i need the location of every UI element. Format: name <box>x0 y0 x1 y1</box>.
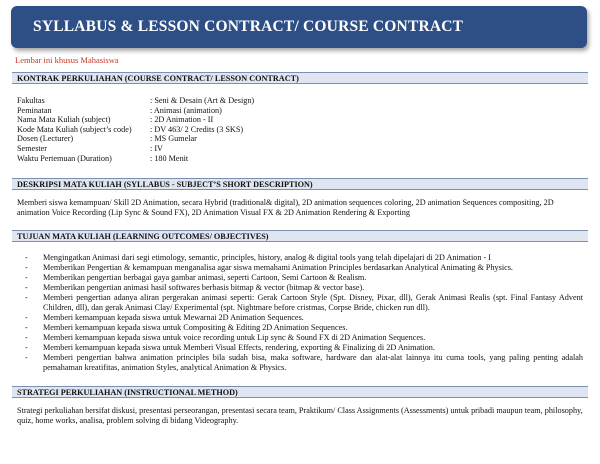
detail-label: Nama Mata Kuliah (subject) <box>17 115 111 125</box>
detail-row <box>17 115 254 125</box>
detail-label: Dosen (Lecturer) <box>17 134 74 144</box>
list-item: - Memberi kemampuan kepada siswa untuk Memberi Visual Effects, rendering, exporting & Finalizing di 2D Animation. <box>17 343 583 353</box>
detail-label: Waktu Pertemuan (Duration) <box>17 153 112 163</box>
section-heading-description: DESKRIPSI MATA KULIAH (SYLLABUS - SUBJECT’S SHORT DESCRIPTION) <box>12 178 588 190</box>
detail-value: : IV <box>150 143 163 153</box>
detail-label: Kode Mata Kuliah (subject’s code) <box>17 124 132 134</box>
section-heading-strategy: STRATEGI PERKULIAHAN (INSTRUCTIONAL METHOD) <box>12 386 588 398</box>
contract-details <box>17 96 254 163</box>
list-item: - Memberikan pengertian berbagai gaya gambar animasi, seperti Cartoon, Semi Cartoon & Realism. <box>17 273 583 283</box>
list-item: - Memberikan Pengertian & kemampuan menganalisa agar siswa memahami Animation Principles berdasarkan Analytical Animating & Physics. <box>17 263 583 273</box>
detail-row <box>17 96 254 106</box>
detail-row <box>17 144 254 154</box>
detail-label: Peminatan <box>17 105 52 115</box>
detail-label: Fakultas <box>17 96 45 105</box>
detail-row <box>17 106 254 116</box>
detail-value: : MS Gumelar <box>150 134 197 144</box>
list-item: - Memberi kemampuan kepada siswa untuk Compositing & Editing 2D Animation Sequences. <box>17 323 583 333</box>
page-title: SYLLABUS & LESSON CONTRACT/ COURSE CONTRACT <box>33 18 464 35</box>
detail-value: : Animasi (animation) <box>150 105 222 115</box>
detail-row <box>17 125 254 135</box>
detail-row <box>17 134 254 144</box>
detail-value: : 180 Menit <box>150 153 189 163</box>
list-item: - Memberi pengertian bahwa animation principles bila sudah bisa, maka software, hardware dan alat-alat lainnya itu cuma tools, yang paling penting adalah pemahaman kreatifitas, animation Styles, analytical Animation & Physics. <box>17 353 583 373</box>
list-item: - Memberi pengertian adanya aliran pergerakan animasi seperti: Gerak Cartoon Style (Spt. Disney, Pixar, dll), Gerak Animasi Realis (spt. Final Fantasy Advent Children, dll), dan gerak Animasi Clay/ Experimental (spt. Nightmare before cristmas, Corpse Bride, chicken run dll). <box>17 293 583 313</box>
list-item: - Memberi kemampuan kepada siswa untuk voice recording untuk Lip sync & Sound FX di 2D Animation Sequences. <box>17 333 583 343</box>
list-item: - Memberi kemampuan kepada siswa untuk Mewarnai 2D Animation Sequences. <box>17 313 583 323</box>
list-item: - Mengingatkan Animasi dari segi etimology, semantic, principles, history, analog & digital tools yang telah dipelajari di 2D Animation - I <box>17 253 583 263</box>
student-note: Lembar ini khusus Mahasiswa <box>15 55 119 65</box>
section-heading-contract: KONTRAK PERKULIAHAN (COURSE CONTRACT/ LESSON CONTRACT) <box>12 72 588 84</box>
list-item: - Memberikan pengertian animasi hasil softwares berbasis bitmap & vector (bitmap & vector base). <box>17 283 583 293</box>
section-heading-objectives: TUJUAN MATA KULIAH (LEARNING OUTCOMES/ OBJECTIVES) <box>12 230 588 242</box>
detail-value: : DV 463/ 2 Credits (3 SKS) <box>150 124 244 134</box>
title-banner <box>11 6 587 48</box>
detail-row <box>17 154 254 164</box>
detail-label: Semester <box>17 143 48 153</box>
strategy-text: Strategi perkuliahan bersifat diskusi, presentasi perseorangan, presentasi secara team, Praktikum/ Class Assignments (Assessments) untuk pribadi maupun team, philosophy, quiz, home works, analisa, problem solving di bidang Videography. <box>17 406 583 425</box>
objectives-list <box>17 253 583 373</box>
description-text: Memberi siswa kemampuan/ Skill 2D Animation, secara Hybrid (traditional& digital), 2D animation sequences coloring, 2D animation Sequences compositing, 2D animation Voice Recording (Lip Sync & Sound FX), 2D Animation Visual FX & 2D Animation Rendering & Exporting <box>17 198 554 217</box>
detail-value: : Seni & Desain (Art & Design) <box>150 96 255 105</box>
detail-value: : 2D Animation - II <box>150 115 214 125</box>
